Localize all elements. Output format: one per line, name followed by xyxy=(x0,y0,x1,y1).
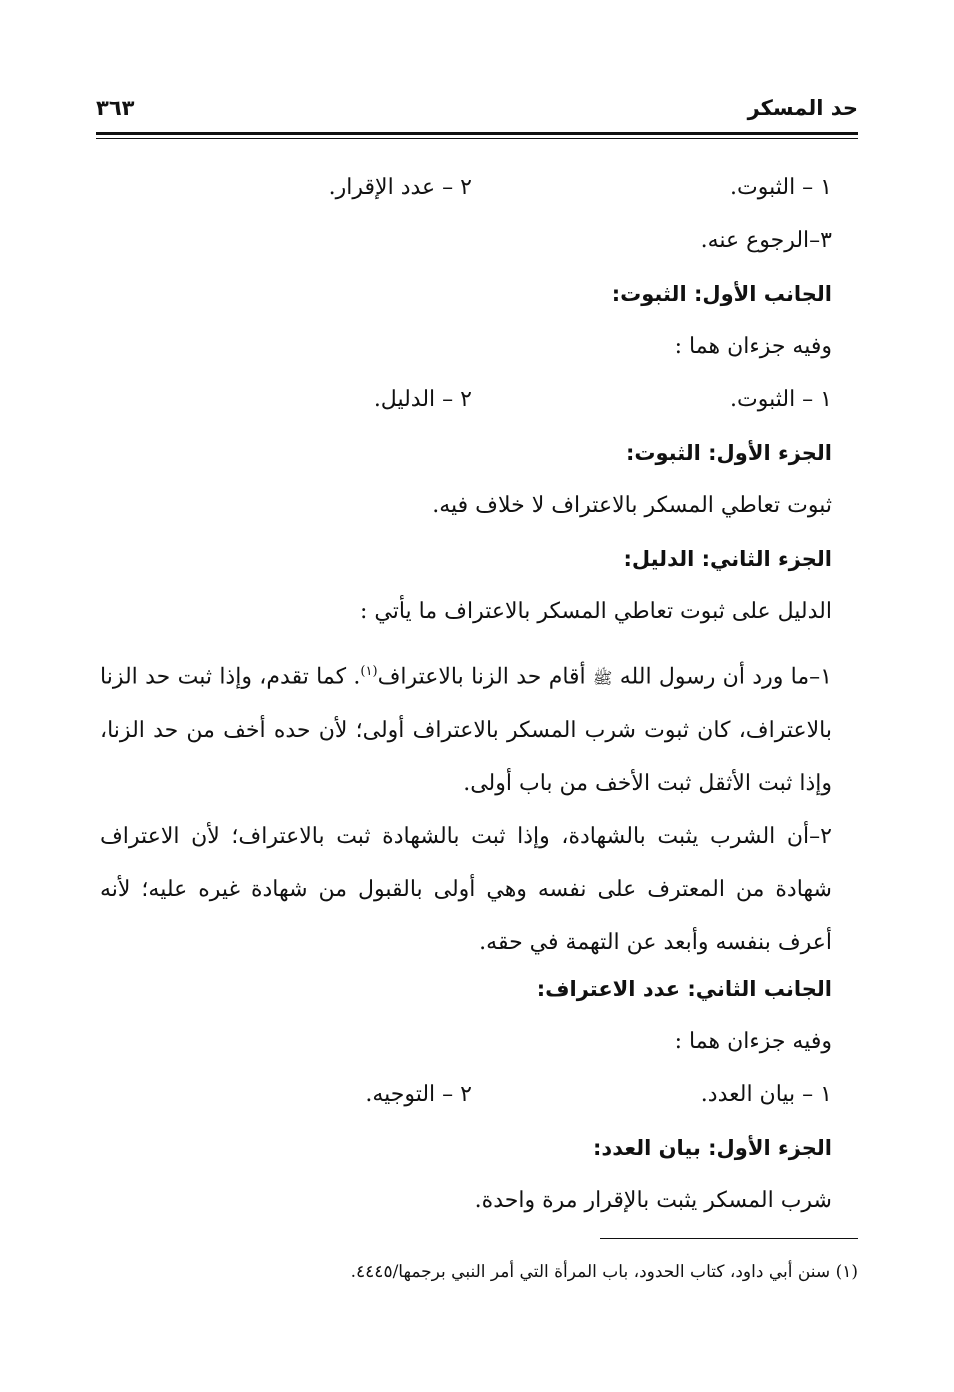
paragraph xyxy=(100,645,832,810)
list-item: ٢ – الدليل. xyxy=(373,387,472,412)
text-line: الدليل على ثبوت تعاطي المسكر بالاعتراف ما يأتي : xyxy=(359,599,832,624)
footnote-ref[interactable]: (١) xyxy=(360,664,378,679)
header-rule-thin xyxy=(96,138,858,139)
section-heading: الجانب الأول: الثبوت: xyxy=(611,282,832,306)
text-line: شرب المسكر يثبت بالإقرار مرة واحدة. xyxy=(474,1188,832,1214)
paragraph-text: ١–ما ورد أن رسول الله xyxy=(619,664,832,690)
text-line: وفيه جزءان هما : xyxy=(674,334,832,359)
list-row xyxy=(100,380,832,433)
list-item: ١ – بيان العدد. xyxy=(700,1082,832,1108)
running-title: حد المسكر xyxy=(747,96,858,120)
list-row xyxy=(100,168,832,221)
section-heading: الجانب الثاني: عدد الاعتراف: xyxy=(536,977,832,1002)
list-item: ٣–الرجوع عنه. xyxy=(700,228,832,253)
list-item: ٢ – عدد الإقرار. xyxy=(328,175,472,200)
paragraph-text: . كما تقدم، وإذا ثبت حد الزنا بالاعتراف، كان ثبوت شرب المسكر بالاعتراف أولى؛ لأن حده أخف من حد الزنا، وإذا ثبت الأثقل ثبت الأخف من باب أولى. xyxy=(100,664,832,797)
footnote: (١) سنن أبي داود، كتاب الحدود، باب المرأة التي أمر النبي برجمها/٤٤٤٥. xyxy=(350,1262,858,1282)
header-rule-thick xyxy=(96,132,858,135)
paragraph-text: أقام حد الزنا بالاعتراف xyxy=(377,664,586,690)
text-line: ثبوت تعاطي المسكر بالاعتراف لا خلاف فيه. xyxy=(432,493,832,518)
list-item: ٢ – التوجيه. xyxy=(365,1082,472,1108)
main-text xyxy=(100,168,832,1234)
subsection-heading: الجزء الأول: الثبوت: xyxy=(625,441,832,465)
page-number: ٣٦٣ xyxy=(96,96,135,120)
subsection-heading: الجزء الأول: بيان العدد: xyxy=(593,1136,832,1161)
list-item: ١ – الثبوت. xyxy=(730,175,832,200)
list-item: ١ – الثبوت. xyxy=(730,387,832,412)
subsection-heading: الجزء الثاني: الدليل: xyxy=(623,547,832,571)
footnote-separator xyxy=(600,1238,858,1239)
paragraph: ٢–أن الشرب يثبت بالشهادة، وإذا ثبت بالشهادة ثبت بالاعتراف؛ لأن الاعتراف شهادة من المعترف على نفسه وهي أولى بالقبول من شهادة غيره عليه؛ لأنه أعرف بنفسه وأبعد عن التهمة في حقه. xyxy=(100,824,832,956)
list-row xyxy=(100,1075,832,1128)
page-header xyxy=(96,92,858,128)
salutation-glyph: ﷺ xyxy=(593,668,613,688)
text-line: وفيه جزءان هما : xyxy=(674,1029,832,1055)
